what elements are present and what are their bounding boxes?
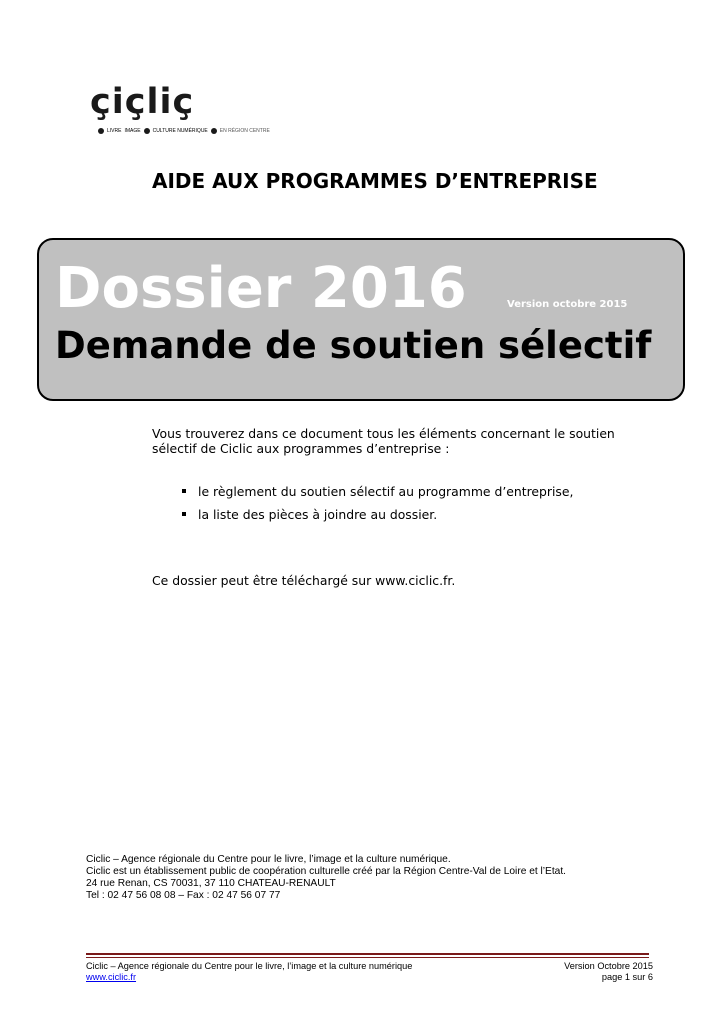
bullet-icon [182, 489, 186, 493]
list-item [180, 507, 573, 522]
footer-org-line: Ciclic – Agence régionale du Centre pour le livre, l’image et la culture numérique [86, 961, 413, 971]
list-item [180, 484, 573, 499]
footer-page-number: page 1 sur 6 [601, 972, 653, 982]
bullet-icon [182, 512, 186, 516]
logo-dot-icon [98, 128, 104, 134]
list-item-text: la liste des pièces à joindre au dossier. [198, 507, 438, 522]
banner-version: Version octobre 2015 [507, 299, 628, 310]
org-line: Tel : 02 47 56 08 08 – Fax : 02 47 56 07 77 [86, 890, 281, 901]
org-line: Ciclic est un établissement public de coopération culturelle créé par la Région Centre-Val de Loire et l’Etat. [86, 866, 567, 877]
footer-rule [86, 953, 649, 955]
intro-paragraph: Vous trouverez dans ce document tous les éléments concernant le soutien sélectif de Ciclic aux programmes d’entreprise : [152, 426, 615, 456]
page-heading: AIDE AUX PROGRAMMES D’ENTREPRISE [152, 169, 598, 193]
banner-subtitle: Demande de soutien sélectif [55, 324, 652, 367]
logo-tag-livre: LIVRE [107, 128, 122, 134]
footer-version: Version Octobre 2015 [564, 961, 653, 971]
logo-tag-image: IMAGE [124, 128, 141, 134]
logo-tagline [98, 127, 270, 135]
footer-right [500, 961, 653, 983]
logo-dot-icon [144, 128, 150, 134]
logo-tag-region: EN RÉGION CENTRE [219, 128, 270, 134]
footer-website-link[interactable]: www.ciclic.fr [86, 972, 137, 982]
organisation-info [86, 854, 566, 902]
logo-tag-culture: CULTURE NUMÉRIQUE [152, 128, 208, 134]
logo-dot-icon [211, 128, 217, 134]
footer-rule-thin [86, 957, 649, 958]
download-note: Ce dossier peut être téléchargé sur www.ciclic.fr. [152, 573, 456, 588]
ciclic-logo: çiçliç [90, 82, 195, 122]
org-line: 24 rue Renan, CS 70031, 37 110 CHATEAU-RENAULT [86, 878, 336, 889]
list-item-text: le règlement du soutien sélectif au programme d’entreprise, [198, 484, 574, 499]
contents-list [180, 484, 573, 530]
footer-left [86, 961, 412, 983]
banner-title: Dossier 2016 [55, 256, 467, 321]
org-line: Ciclic – Agence régionale du Centre pour le livre, l’image et la culture numérique. [86, 854, 451, 865]
